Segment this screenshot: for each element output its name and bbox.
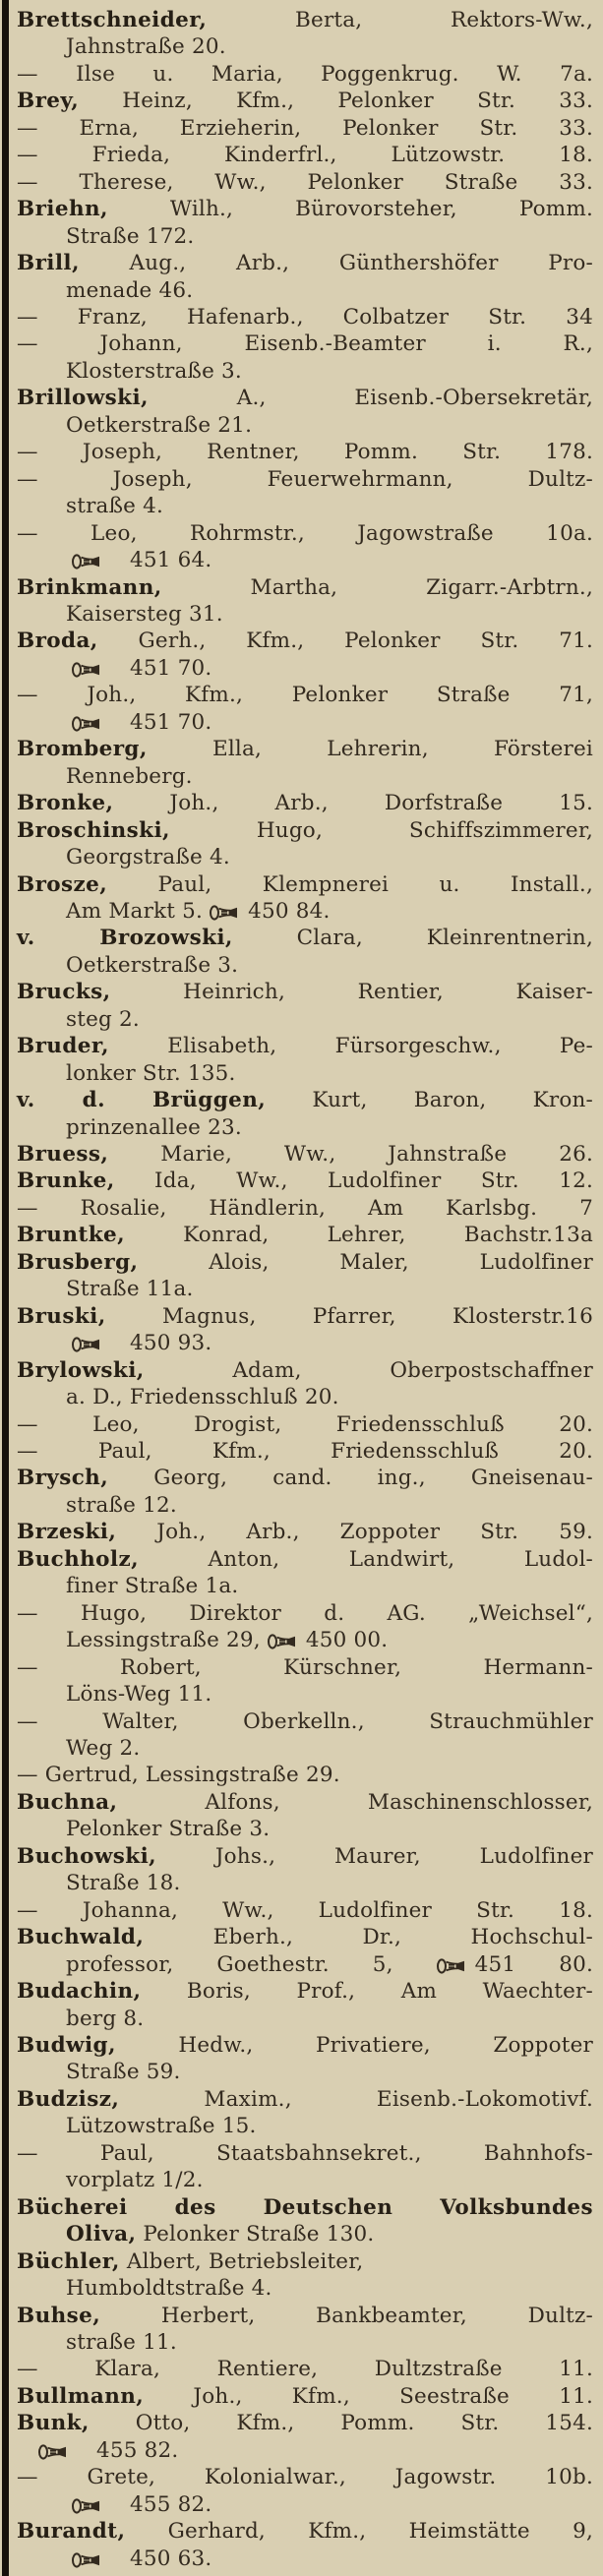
entry-text: finer Straße 1a. bbox=[66, 1574, 239, 1599]
entry-line bbox=[17, 412, 593, 439]
entry-line bbox=[17, 1681, 593, 1707]
entry-line bbox=[17, 1087, 593, 1113]
entry-text: Am Markt 5. bbox=[66, 898, 211, 924]
surname-bold: v. Brozowski, bbox=[17, 926, 233, 951]
entry-line bbox=[17, 2248, 593, 2275]
entry-text: steg 2. bbox=[66, 1006, 140, 1032]
entry-line bbox=[17, 817, 593, 844]
entry-text: 455 82. bbox=[96, 2437, 179, 2463]
entry-text: Joh., Arb., Zoppoter Str. 59. bbox=[116, 1520, 593, 1545]
entry-text: 450 63. bbox=[130, 2546, 212, 2571]
entry-line bbox=[17, 1546, 593, 1573]
entry-text: Kaisersteg 31. bbox=[66, 601, 223, 627]
entry-text: Weg 2. bbox=[66, 1736, 141, 1761]
entry-text: Georgstraße 4. bbox=[66, 845, 230, 870]
surname-bold: Bullmann, bbox=[17, 2383, 145, 2409]
entry-line bbox=[17, 574, 593, 601]
entry-line bbox=[17, 2221, 593, 2247]
surname-bold: Buchowski, bbox=[17, 1843, 157, 1869]
entry-text: 450 93. bbox=[130, 1331, 212, 1356]
telephone-icon bbox=[210, 898, 240, 925]
entry-text: — Erna, Erzieherin, Pelonker Str. 33. bbox=[17, 115, 593, 141]
entry-text: — Leo, Drogist, Friedensschluß 20. bbox=[17, 1411, 593, 1437]
entry-line bbox=[17, 1978, 593, 2005]
entry-line bbox=[17, 1924, 593, 1950]
entry-line bbox=[17, 2303, 593, 2329]
entry-text: 451 64. bbox=[130, 548, 212, 573]
entry-line bbox=[17, 1330, 593, 1356]
entry-line bbox=[17, 1222, 593, 1248]
surname-bold: Oliva, bbox=[66, 2222, 137, 2247]
entry-text: Ida, Ww., Ludolfiner Str. 12. bbox=[114, 1168, 593, 1194]
entry-text: Clara, Kleinrentnerin, bbox=[232, 926, 593, 951]
entry-line bbox=[17, 250, 593, 276]
entry-line bbox=[17, 1384, 593, 1410]
entry-text: — Paul, Staatsbahnsekret., Bahnhofs- bbox=[17, 2140, 593, 2166]
surname-bold: Brzeski, bbox=[17, 1520, 117, 1545]
entry-line bbox=[17, 2356, 593, 2382]
entry-text: straße 12. bbox=[66, 1492, 177, 1518]
entry-text: Gerh., Kfm., Pelonker Str. 71. bbox=[97, 629, 593, 654]
entry-text: Herbert, Bankbeamter, Dultz- bbox=[100, 2303, 593, 2328]
entry-line bbox=[17, 2059, 593, 2085]
entry-text: Joh., Kfm., Seestraße 11. bbox=[144, 2383, 593, 2409]
entry-text: Anton, Landwirt, Ludol- bbox=[138, 1546, 593, 1572]
entry-text: — Gertrud, Lessingstraße 29. bbox=[17, 1763, 340, 1788]
entry-line bbox=[17, 358, 593, 385]
entry-text: A., Eisenb.-Obersekretär, bbox=[148, 386, 593, 411]
surname-bold: Bunk, bbox=[17, 2411, 90, 2436]
entry-line bbox=[17, 439, 593, 465]
entry-text: Wilh., Bürovorsteher, Pomm. bbox=[107, 197, 593, 222]
entry-text: a. D., Friedensschluß 20. bbox=[66, 1385, 339, 1410]
entry-line bbox=[17, 628, 593, 654]
entry-text: — Joh., Kfm., Pelonker Straße 71, bbox=[17, 683, 593, 708]
entry-line bbox=[17, 1951, 593, 1978]
entry-line bbox=[17, 304, 593, 330]
entry-line bbox=[17, 223, 593, 250]
entry-text: 451 70. bbox=[130, 655, 212, 681]
directory-column bbox=[17, 7, 593, 2572]
entry-line bbox=[17, 601, 593, 628]
entry-text: — Therese, Ww., Pelonker Straße 33. bbox=[17, 169, 593, 195]
entry-text: Jahnstraße 20. bbox=[66, 34, 226, 60]
entry-text: 455 82. bbox=[130, 2491, 212, 2517]
telephone-icon bbox=[38, 2437, 69, 2464]
entry-text: — Ilse u. Maria, Poggenkrug. W. 7a. bbox=[17, 61, 593, 87]
entry-text: Lützowstraße 15. bbox=[66, 2114, 257, 2139]
entry-line bbox=[17, 2140, 593, 2167]
entry-text: menade 46. bbox=[66, 277, 194, 303]
entry-line bbox=[17, 1114, 593, 1141]
entry-line bbox=[17, 898, 593, 925]
surname-bold: Bronke, bbox=[17, 791, 114, 816]
entry-line bbox=[17, 1060, 593, 1087]
entry-line bbox=[17, 1276, 593, 1302]
entry-text: Otto, Kfm., Pomm. Str. 154. bbox=[89, 2411, 593, 2436]
entry-text: — Rosalie, Händlerin, Am Karlsbg. 7 bbox=[17, 1195, 593, 1221]
entry-text: Pelonker Straße 130. bbox=[136, 2222, 375, 2247]
entry-text: Magnus, Pfarrer, Klosterstr.16 bbox=[105, 1303, 593, 1329]
surname-bold: Brettschneider, bbox=[17, 8, 208, 32]
entry-line bbox=[17, 33, 593, 60]
entry-text: — Grete, Kolonialwar., Jagowstr. 10b. bbox=[17, 2465, 593, 2490]
entry-text: Kurt, Baron, Kron- bbox=[266, 1088, 593, 1113]
entry-text: Humboldtstraße 4. bbox=[66, 2276, 272, 2302]
entry-line bbox=[17, 547, 593, 573]
entry-text: Aug., Arb., Günthershöfer Pro- bbox=[79, 251, 593, 276]
entry-line bbox=[17, 1465, 593, 1491]
surname-bold: Briehn, bbox=[17, 197, 108, 222]
entry-line bbox=[17, 196, 593, 222]
entry-text: — Joseph, Rentner, Pomm. Str. 178. bbox=[17, 440, 593, 465]
entry-line bbox=[17, 1438, 593, 1465]
surname-bold: Brill, bbox=[17, 251, 80, 276]
entry-line bbox=[17, 330, 593, 357]
entry-line bbox=[17, 61, 593, 88]
entry-text: Boris, Prof., Am Waechter- bbox=[141, 1979, 593, 2005]
entry-line bbox=[17, 1708, 593, 1735]
entry-text: Albert, Betriebsleiter, bbox=[119, 2248, 364, 2274]
entry-text: — Leo, Rohrmstr., Jagowstraße 10a. bbox=[17, 520, 593, 546]
surname-bold: Bruntke, bbox=[17, 1223, 125, 1248]
surname-bold: Budwig, bbox=[17, 2032, 116, 2058]
entry-line bbox=[17, 709, 593, 736]
entry-text: Adam, Oberpostschaffner bbox=[144, 1357, 593, 1383]
entry-text: — Walter, Oberkelln., Strauchmühler bbox=[17, 1708, 593, 1734]
entry-line bbox=[17, 1141, 593, 1168]
entry-text: Straße 18. bbox=[66, 1871, 181, 1896]
entry-line bbox=[17, 1033, 593, 1059]
entry-line bbox=[17, 2491, 593, 2518]
entry-line bbox=[17, 2194, 593, 2221]
entry-line bbox=[17, 1762, 593, 1788]
entry-line bbox=[17, 2410, 593, 2436]
entry-line bbox=[17, 520, 593, 547]
telephone-icon bbox=[72, 2491, 102, 2518]
entry-line bbox=[17, 2546, 593, 2572]
surname-bold: Buhse, bbox=[17, 2303, 101, 2328]
surname-bold: Bruess, bbox=[17, 1142, 109, 1168]
entry-text: Martha, Zigarr.-Arbtrn., bbox=[161, 574, 593, 600]
entry-line bbox=[17, 169, 593, 196]
entry-text: Konrad, Lehrer, Bachstr.13a bbox=[124, 1223, 593, 1248]
entry-line bbox=[17, 142, 593, 168]
surname-bold: Brillowski, bbox=[17, 386, 149, 411]
surname-bold: Broschinski, bbox=[17, 817, 170, 843]
entry-line bbox=[17, 2032, 593, 2059]
surname-bold: Budzisz, bbox=[17, 2086, 120, 2112]
entry-line bbox=[17, 277, 593, 304]
entry-line bbox=[17, 790, 593, 816]
entry-text: Straße 59. bbox=[66, 2060, 181, 2085]
surname-bold: Bücherei des Deutschen Volksbundes bbox=[17, 2194, 593, 2220]
entry-line bbox=[17, 1168, 593, 1194]
entry-line bbox=[17, 115, 593, 142]
entry-text: Hedw., Privatiere, Zoppoter bbox=[115, 2032, 593, 2058]
telephone-icon bbox=[437, 1951, 467, 1978]
entry-line bbox=[17, 2006, 593, 2032]
entry-line bbox=[17, 1627, 593, 1653]
entry-line bbox=[17, 2113, 593, 2139]
entry-line bbox=[17, 2329, 593, 2356]
entry-line bbox=[17, 1249, 593, 1276]
surname-bold: Brysch, bbox=[17, 1466, 109, 1491]
entry-line bbox=[17, 682, 593, 708]
entry-text: berg 8. bbox=[66, 2006, 145, 2031]
entry-line bbox=[17, 1006, 593, 1033]
entry-line bbox=[17, 1303, 593, 1330]
entry-text: 450 00. bbox=[305, 1628, 389, 1653]
telephone-icon bbox=[72, 709, 102, 736]
entry-text: 451 70. bbox=[130, 709, 212, 735]
entry-line bbox=[17, 1897, 593, 1924]
surname-bold: Brinkmann, bbox=[17, 574, 162, 600]
entry-line bbox=[17, 1519, 593, 1545]
entry-text: Georg, cand. ing., Gneisenau- bbox=[108, 1466, 593, 1491]
entry-text: straße 4. bbox=[66, 494, 164, 519]
entry-text: Löns-Weg 11. bbox=[66, 1682, 212, 1707]
surname-bold: v. d. Brüggen, bbox=[17, 1088, 267, 1113]
entry-text: Paul, Klempnerei u. Install., bbox=[107, 871, 593, 897]
entry-text: lonker Str. 135. bbox=[66, 1060, 236, 1086]
entry-line bbox=[17, 88, 593, 114]
column-rule bbox=[2, 0, 9, 2576]
telephone-icon bbox=[72, 655, 102, 682]
entry-line bbox=[17, 1654, 593, 1681]
entry-text: Joh., Arb., Dorfstraße 15. bbox=[113, 791, 593, 816]
surname-bold: Burandt, bbox=[17, 2519, 126, 2545]
entry-text: Elisabeth, Fürsorgeschw., Pe- bbox=[108, 1034, 593, 1059]
entry-line bbox=[17, 1789, 593, 1816]
entry-text: Renneberg. bbox=[66, 763, 193, 789]
telephone-icon bbox=[268, 1627, 298, 1653]
entry-text: Straße 11a. bbox=[66, 1277, 194, 1302]
entry-line bbox=[17, 2167, 593, 2193]
entry-line bbox=[17, 952, 593, 979]
entry-line bbox=[17, 466, 593, 493]
entry-line bbox=[17, 385, 593, 411]
entry-line bbox=[17, 844, 593, 870]
entry-line bbox=[17, 979, 593, 1005]
surname-bold: Brosze, bbox=[17, 871, 108, 897]
entry-text: — Hugo, Direktor d. AG. „Weichsel“, bbox=[17, 1600, 593, 1626]
entry-text: — Frieda, Kinderfrl., Lützowstr. 18. bbox=[17, 143, 593, 168]
entry-text: Johs., Maurer, Ludolfiner bbox=[156, 1843, 593, 1869]
entry-text: Pelonker Straße 3. bbox=[66, 1817, 271, 1842]
entry-line bbox=[17, 2437, 593, 2464]
entry-text: 451 80. bbox=[474, 1951, 594, 1977]
surname-bold: Buchna, bbox=[17, 1789, 118, 1815]
telephone-icon bbox=[72, 547, 102, 573]
entry-line bbox=[17, 2086, 593, 2113]
entry-line bbox=[17, 1411, 593, 1438]
entry-line bbox=[17, 1195, 593, 1222]
entry-line bbox=[17, 2275, 593, 2302]
entry-line bbox=[17, 2464, 593, 2490]
surname-bold: Bruski, bbox=[17, 1303, 106, 1329]
entry-text: Berta, Rektors-Ww., bbox=[207, 8, 593, 32]
entry-text: Ella, Lehrerin, Försterei bbox=[147, 737, 593, 762]
entry-line bbox=[17, 1816, 593, 1842]
entry-text: Alois, Maler, Ludolfiner bbox=[138, 1249, 593, 1275]
surname-bold: Bromberg, bbox=[17, 737, 148, 762]
entry-text: 450 84. bbox=[248, 898, 331, 924]
entry-line bbox=[17, 1735, 593, 1762]
entry-text: Lessingstraße 29, bbox=[66, 1628, 268, 1653]
entry-line bbox=[17, 1573, 593, 1599]
surname-bold: Brucks, bbox=[17, 980, 111, 1005]
entry-text: — Franz, Hafenarb., Colbatzer Str. 34 bbox=[17, 304, 593, 329]
entry-text: Oetkerstraße 21. bbox=[66, 412, 253, 438]
entry-text: — Klara, Rentiere, Dultzstraße 11. bbox=[17, 2357, 593, 2382]
entry-line bbox=[17, 2518, 593, 2545]
entry-line bbox=[17, 925, 593, 951]
entry-line bbox=[17, 1843, 593, 1870]
entry-line bbox=[17, 7, 593, 33]
surname-bold: Buchwald, bbox=[17, 1925, 145, 1950]
surname-bold: Broda, bbox=[17, 629, 98, 654]
entry-text: Hugo, Schiffszimmerer, bbox=[169, 817, 593, 843]
entry-text: Heinz, Kfm., Pelonker Str. 33. bbox=[79, 89, 593, 114]
surname-bold: Budachin, bbox=[17, 1979, 142, 2005]
entry-text: vorplatz 1/2. bbox=[66, 2168, 204, 2193]
entry-text: professor, Goethestr. 5, bbox=[66, 1951, 437, 1977]
entry-line bbox=[17, 1870, 593, 1896]
entry-text: straße 11. bbox=[66, 2329, 177, 2355]
surname-bold: Buchholz, bbox=[17, 1546, 139, 1572]
entry-text: Klosterstraße 3. bbox=[66, 358, 242, 384]
surname-bold: Büchler, bbox=[17, 2248, 120, 2274]
entry-text: Maxim., Eisenb.-Lokomotivf. bbox=[119, 2086, 593, 2112]
entry-line bbox=[17, 2383, 593, 2410]
entry-text: — Joseph, Feuerwehrmann, Dultz- bbox=[17, 466, 593, 492]
entry-text: — Johann, Eisenb.-Beamter i. R., bbox=[17, 331, 593, 357]
entry-line bbox=[17, 1357, 593, 1384]
entry-line bbox=[17, 655, 593, 682]
entry-line bbox=[17, 1600, 593, 1627]
entry-line bbox=[17, 736, 593, 762]
entry-line bbox=[17, 763, 593, 790]
surname-bold: Brylowski, bbox=[17, 1357, 145, 1383]
entry-text: Eberh., Dr., Hochschul- bbox=[144, 1925, 593, 1950]
surname-bold: Bruder, bbox=[17, 1034, 109, 1059]
entry-line bbox=[17, 871, 593, 898]
telephone-icon bbox=[72, 2546, 102, 2572]
surname-bold: Brey, bbox=[17, 89, 80, 114]
surname-bold: Brunke, bbox=[17, 1168, 115, 1194]
entry-line bbox=[17, 1492, 593, 1519]
entry-text: — Robert, Kürschner, Hermann- bbox=[17, 1654, 593, 1680]
entry-line bbox=[17, 493, 593, 519]
entry-text: — Johanna, Ww., Ludolfiner Str. 18. bbox=[17, 1897, 593, 1923]
entry-text: Marie, Ww., Jahnstraße 26. bbox=[108, 1142, 593, 1168]
entry-text: Heinrich, Rentier, Kaiser- bbox=[110, 980, 593, 1005]
entry-text: — Paul, Kfm., Friedensschluß 20. bbox=[17, 1439, 593, 1465]
entry-text: Alfons, Maschinenschlosser, bbox=[117, 1789, 593, 1815]
surname-bold: Brusberg, bbox=[17, 1249, 139, 1275]
entry-text: Oetkerstraße 3. bbox=[66, 952, 239, 978]
entry-text: Straße 172. bbox=[66, 223, 195, 249]
telephone-icon bbox=[72, 1330, 102, 1356]
entry-text: Gerhard, Kfm., Heimstätte 9, bbox=[125, 2519, 593, 2545]
entry-text: prinzenallee 23. bbox=[66, 1114, 242, 1140]
